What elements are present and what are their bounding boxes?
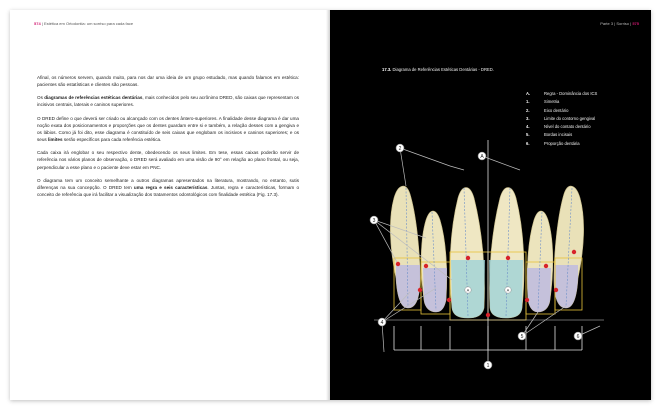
legend-text: Limite do contorno gengival	[544, 115, 596, 121]
right-running-head-separator: |	[630, 21, 633, 26]
text-run: Cada caixa irá englobar o seu respectivo dente, obedecendo os seus limites. Em tese, essas caixas poderão servir de referência nos vários planos de observação, o DRED será avaliado em uma visão de 90° em relação ao plano frontal, ou seja, perpendicular a esse plano e o paciente deve estar em PNC.	[37, 150, 299, 170]
point-3	[466, 256, 470, 260]
callout-2: 2	[398, 145, 402, 152]
point-10	[554, 288, 558, 292]
legend-item	[526, 131, 597, 139]
dominance-marker-right-central: A	[466, 287, 470, 293]
legend-text: Nível do contato dentário	[544, 124, 591, 130]
legend-item	[526, 115, 597, 123]
left-running-head-separator: |	[41, 21, 44, 26]
point-5	[544, 264, 548, 268]
legend-key: 5.	[526, 132, 530, 138]
body-paragraph	[37, 94, 299, 108]
book-gutter-shadow	[326, 10, 334, 400]
point-4	[506, 256, 510, 260]
pointer-2a	[398, 145, 406, 186]
text-run: . Juntas, regra e características, formam o conceito de referência que irá facilitar a visualização dos tratamentos odontológicos com finalidade estética (Fig. 17.3).	[37, 184, 300, 197]
body-paragraph	[37, 149, 299, 170]
legend-text: Bordas incisais	[544, 132, 573, 138]
dred-diagram	[360, 140, 620, 370]
dominance-marker-left-central: A	[506, 287, 510, 293]
left-body-text	[37, 74, 299, 204]
callout-3: 3	[372, 217, 376, 224]
right-running-head	[600, 21, 639, 26]
text-run: , mais conhecidos pelo seu acrônimo DRED, são caixas que representam os incisivos centrais, laterais e caninos superiores.	[37, 95, 299, 108]
callout-6: 6	[576, 333, 580, 340]
callout-1: 1	[486, 362, 490, 369]
legend-item	[526, 107, 597, 115]
point-1	[396, 262, 400, 266]
legend-item	[526, 123, 597, 131]
legend-text: Simetria	[544, 99, 560, 105]
legend-text: Eixo dentário	[544, 107, 569, 113]
pointer-2b	[398, 145, 450, 166]
legend-text: Regra - Dominância dos ICS	[544, 91, 598, 96]
right-running-head-text: Parte 3 | Sorriso	[600, 21, 630, 26]
body-paragraph	[37, 177, 299, 198]
legend-key: 1.	[526, 99, 530, 105]
callout-5: 5	[520, 333, 524, 340]
legend-key: A.	[526, 91, 531, 96]
figure-caption-label: 17.3.	[382, 67, 392, 72]
text-run: Os	[37, 95, 45, 101]
legend-key: 6.	[526, 140, 530, 146]
pointer-4c	[380, 319, 384, 352]
left-running-head	[34, 21, 133, 26]
point-7	[418, 288, 422, 292]
text-run: O diagrama tem um conceito semelhante a outros diagramas apresentados na literatura, mostrando, no entanto, sutis diferenças na sua concepção. O DRED tem	[37, 177, 299, 190]
body-paragraph	[37, 115, 299, 143]
text-run: O DRED define o que deverá ser criado ou alcançado com os dentes ântero-superiores. A finalidade desse diagrama é dar uma noção exata dos posicionamentos e proporções que os dentes guardam entre si e também, a relação desses com a gengiva e os lábios. Como já foi dito, esse diagrama é constituído de seis caixas que englobam os incisivos e caninos superiores; e os seus	[37, 115, 299, 143]
bold-term: uma regra e seis características	[133, 184, 208, 190]
text-run: Afinal, os números servem, quando muito, para nos dar uma ideia de um grupo estudado, mas quando falamos em estética: pacientes são estatísticas e clientes são pessoas.	[37, 75, 299, 88]
figure-caption	[382, 67, 494, 72]
proportion-bracket	[394, 326, 582, 350]
figure-caption-text: Diagrama de Referências Estéticas Dentárias - DRED.	[391, 67, 494, 72]
left-page	[10, 10, 330, 400]
legend-item	[526, 98, 597, 106]
legend-text: Proporção dentária	[544, 140, 580, 146]
bold-term: diagramas de referências estéticas dentárias	[44, 95, 143, 101]
legend-item	[526, 90, 597, 98]
pointer-5b	[522, 312, 538, 336]
legend-key: 2.	[526, 107, 530, 113]
point-8	[447, 298, 451, 302]
legend-key: 3.	[526, 115, 530, 121]
point-2	[424, 264, 428, 268]
text-run: serão específicos para cada referência estética.	[62, 137, 162, 143]
point-9	[525, 298, 529, 302]
right-page-number: 575	[632, 21, 639, 26]
legend-key: 4.	[526, 124, 530, 130]
right-page	[330, 10, 651, 400]
bold-term: limites	[47, 137, 63, 143]
body-paragraph	[37, 74, 299, 88]
point-6	[572, 250, 576, 254]
book-spread	[10, 10, 651, 400]
point-11	[486, 313, 490, 317]
left-running-head-text: Estética em Ortodontia: um sorriso para cada face	[43, 21, 134, 26]
dred-figure	[360, 140, 620, 370]
callout-4: 4	[380, 319, 384, 326]
pointer-2c	[450, 166, 464, 170]
callout-a: A	[480, 153, 484, 160]
left-page-number: 574	[34, 21, 41, 26]
